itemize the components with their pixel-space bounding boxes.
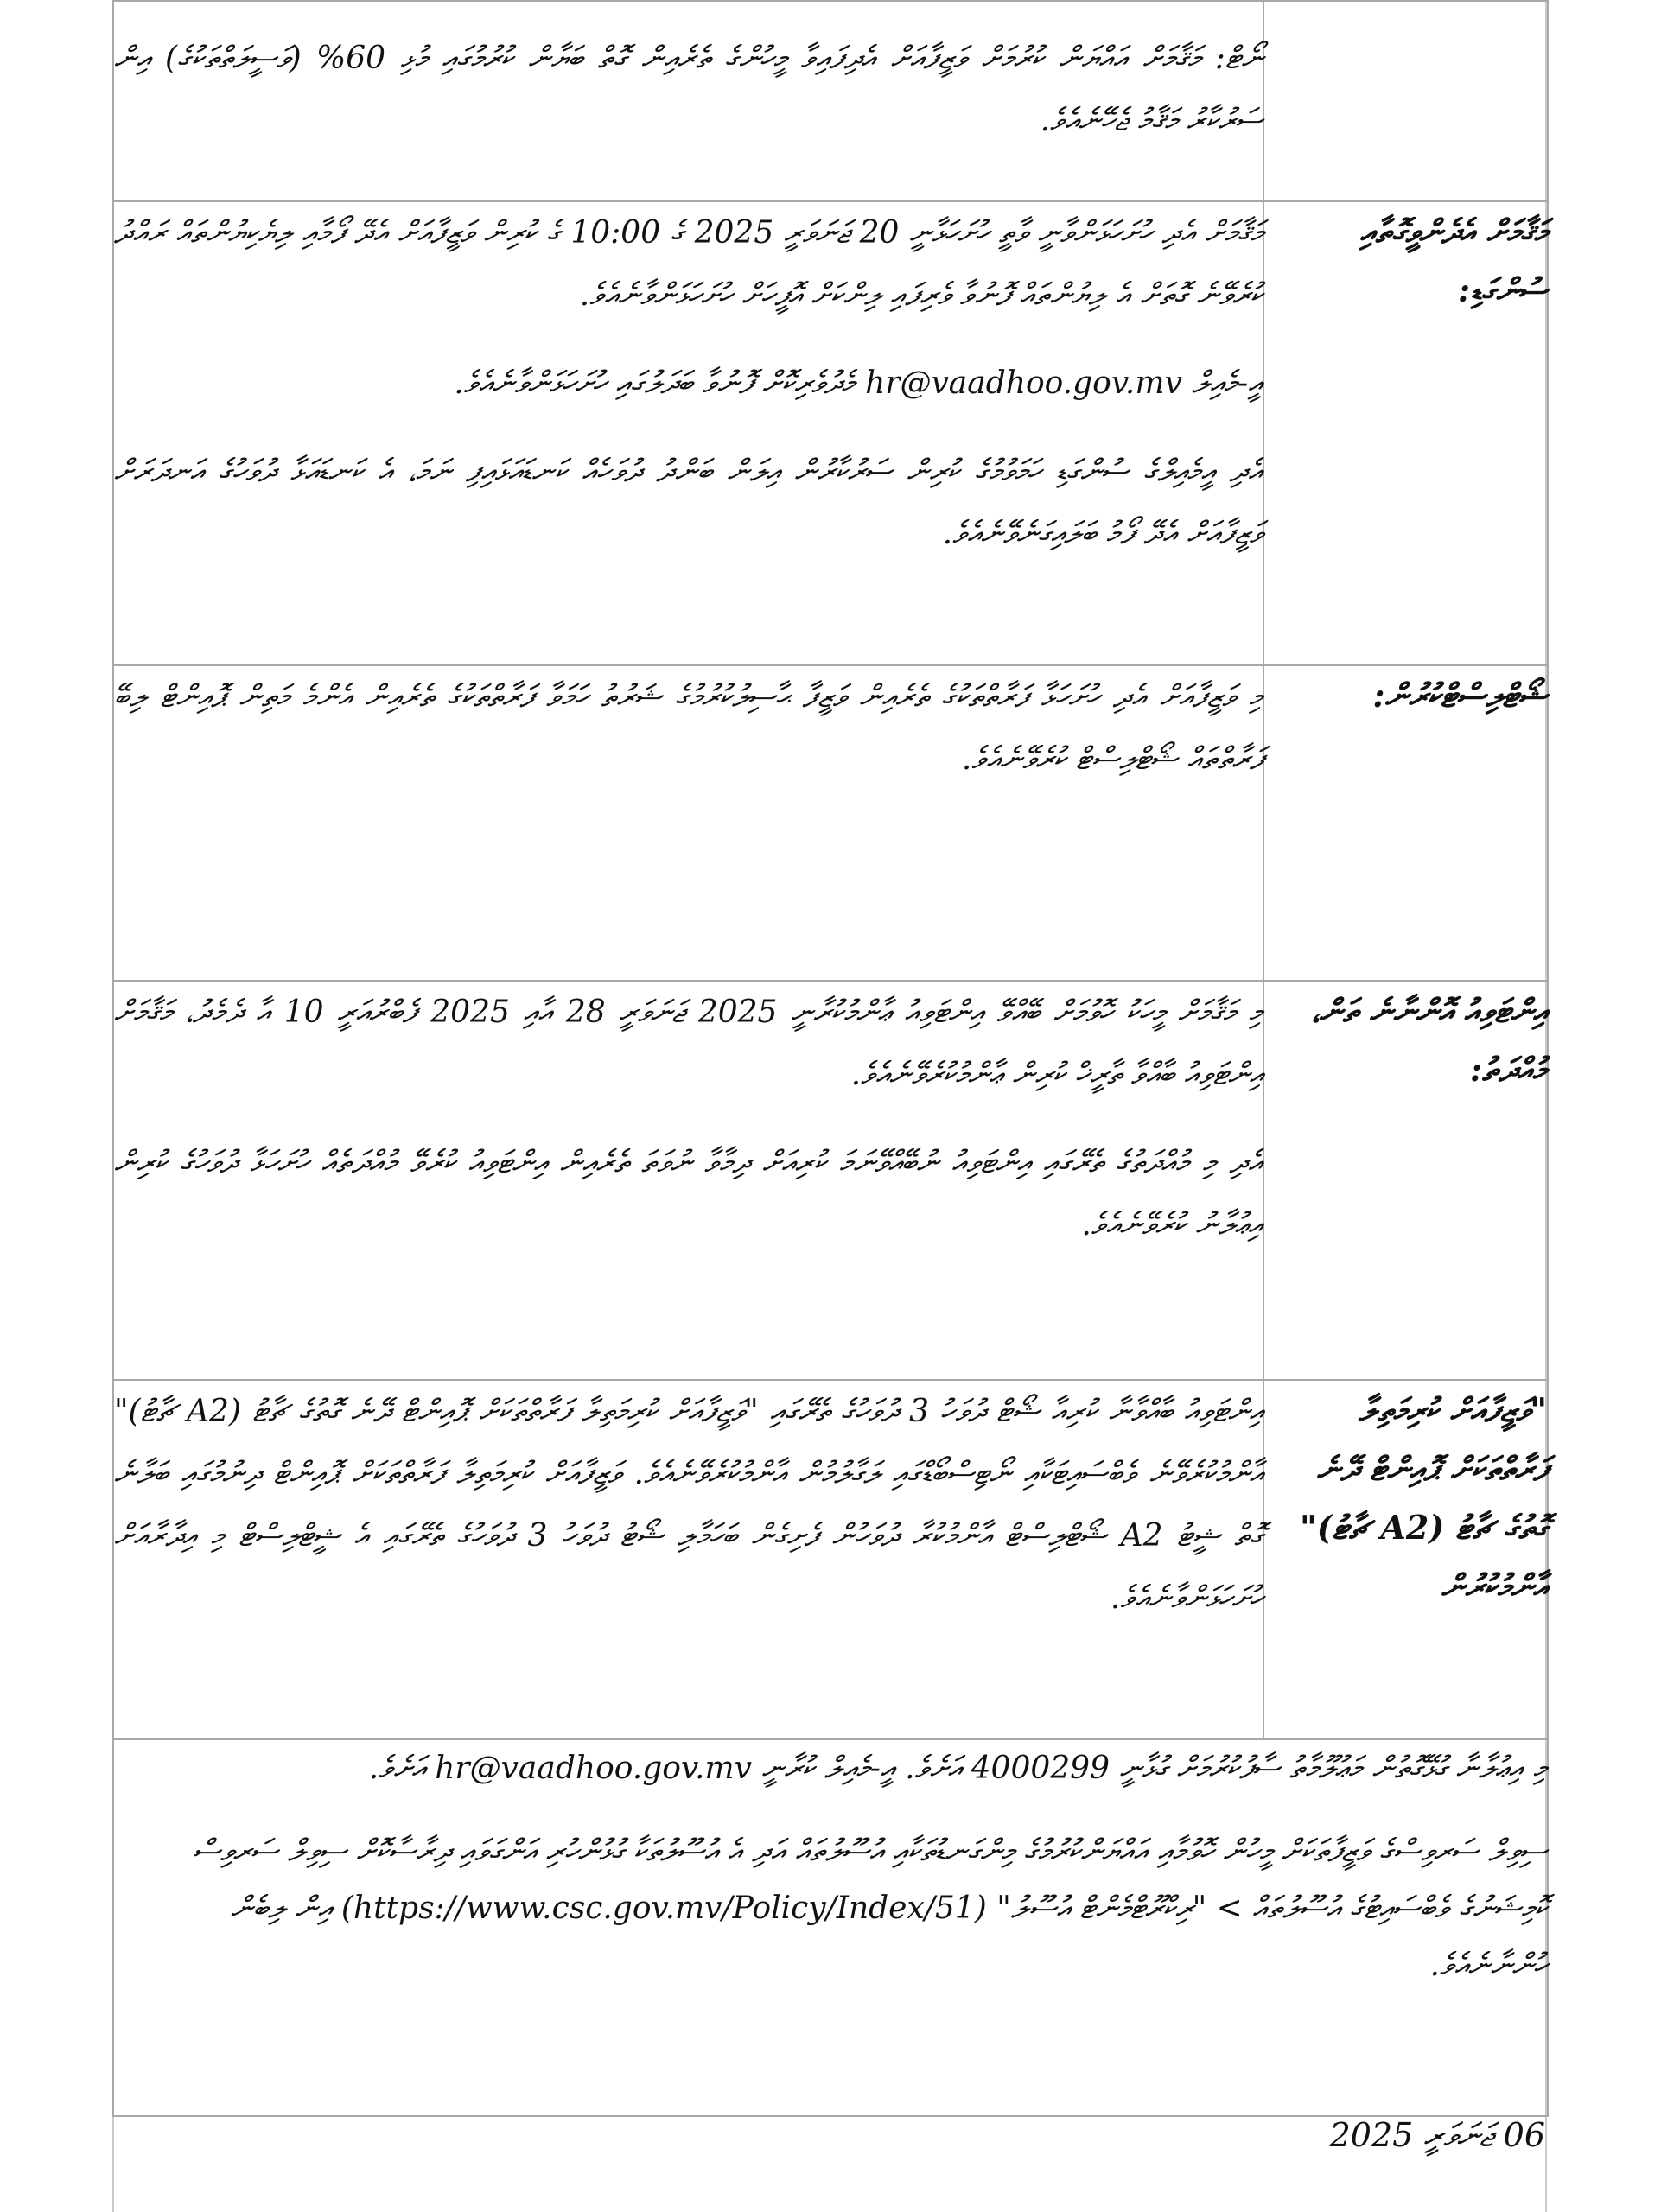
- table-row: [113, 1739, 1548, 2116]
- row-label: މަޤާމަށް އެދެންވީގޮތާއި ސުންގަޑި:: [1263, 201, 1548, 665]
- notice-table: [112, 0, 1549, 2117]
- row-label: [1263, 1, 1548, 201]
- row-description: [113, 981, 1263, 1380]
- row-label: "ވަޒީފާއަށް ކުރިމަތިލާ ފަރާތްތަކަށް ޕޮއިންޓް ދޭނެ ގޮތުގެ ޗާޓު (A2 ޗާޓު)" އާންމުކުރުން: [1263, 1380, 1548, 1739]
- row-paragraph: މި މަޤާމަށް މީހަކު ހޮވުމަށް ބޭއްވޭ އިންޓަވިއު ޢާންމުކުރާނީ 2025 ޖަނަވަރީ 28 އާއި 2025 ފެބްރުއަރީ 10 އާ ދެމެދު، މަޤާމަށް އިންޓަވިއު ބާއްވާ ތާރީޚް ކުރިން ޢާންމުކުރެވޭނެއެވެ.: [114, 995, 1263, 1092]
- contact-information: [113, 1739, 1548, 2116]
- row-paragraph: އެދި މި މުއްދަތުގެ ތެރޭގައި އިންޓަވިއު ނުބޭއްވޭނަމަ ކުރިއަށް ދިމާވާ ނުވަތަ ތެރެއިން އިންޓަވިއު ކުރެވޭ މުއްދަތެއް ހުށަހަޅާ ދުވަހުގެ ކުރިން އިޢުލާނު ކުރެވޭނެއެވެ.: [114, 1145, 1263, 1243]
- row-paragraph: މަޤާމަށް އެދި ހުށަހަޅަންވާނީ ވާތީ ހުށަހަޅާނީ 20 ޖަނަވަރީ 2025 ގެ 10:00 ގެ ކުރިން ވަޒީފާއަށް އެދޭ ފޯމާއި ލިޔެކިޔުންތައް ރައްދު ކުރެވޭނެ ގޮތަށް އެ ލިޔުންތައް ފޮނުވާ ވެރިފައި ލިންކަށް އޮފީހަށް ހުށަހަޅަންވާނެއެވެ.: [114, 215, 1263, 313]
- row-paragraph: މި އިޢުލާނާ ގުޅޭގޮތުން މަޢުލޫމާތު ސާފުކުރުމަށް ގުޅާނީ 4000299 އަށެވެ. އީ-މެއިލް ކުރާނީ hr@vaadhoo.gov.mv އަށެވެ.: [368, 1751, 1547, 1786]
- row-paragraph: ނޯޓް: މަޤާމަށް އައްޔަން ކުރުމަށް ވަޒީފާއަށް އެދިފައިވާ މީހުންގެ ތެރެއިން ގޮތް ބަޔާން ކުރުމުގައި މުޅި 60% (ވަސީލަތްތަކުގެ) އިން ސަރުކާރު މަޤާމު ޖެހޭނެއެވެ.: [114, 41, 1263, 138]
- table-row: [113, 1, 1548, 201]
- row-description: [113, 1380, 1263, 1739]
- row-label: ޝޯޓްލިސްޓްކުރުން:: [1263, 665, 1548, 981]
- row-description: [113, 1, 1263, 201]
- row-description: [113, 665, 1263, 981]
- table-row: [113, 201, 1548, 665]
- table-row: [113, 665, 1548, 981]
- row-paragraph: އެދި އީމެއިލްގެ ސުންގަޑި ހަމަވުމުގެ ކުރިން ސަރުކާރުން އިލަން ބަންދު ދުވަހެއް ކަނޑައަޅައިފި ނަމަ، އެ ކަނޑައަޅާ ދުވަހުގެ އަނދަރަށް ވަޒީފާއަށް އެދޭ ފޯމު ބަލައިގަނެވޭނެއެވެ.: [114, 454, 1263, 551]
- row-description: [113, 201, 1263, 665]
- row-paragraph: އީ-މެއިލް hr@vaadhoo.gov.mv މެދުވެރިކޮށް ފޮނުވާ ބަދަލުގައި ހުށަހަޅަންވާނެއެވެ.: [454, 365, 1263, 401]
- table-row: [113, 981, 1548, 1380]
- table-row: [113, 1380, 1548, 1739]
- row-label: އިންޓަވިއު އޮންނާނެ ތަން، މުއްދަތު:: [1263, 981, 1548, 1380]
- row-paragraph: ސިވިލް ސަރވިސްގެ ވަޒީފާތަކަށް މީހުން ހޮވުމާއި އައްޔަންކުރުމުގެ މިންގަނޑުތަކާއި އުސޫލުތައް އަދި އެ އުސޫލުތަކާ ގުޅުންހުރި އަންގަވައި ދިރާސާކޮށް ސިވިލް ސަރވިސް ކޮމިޝަނުގެ ވެބްސައިޓުގެ އުސޫލުތައް > "ރިކްރޫޓްމެންޓް އުސޫލު" (https://www.csc.gov.mv/Policy/Index/51) އިން ލިބެން ހުންނާނެއެވެ.: [193, 1834, 1547, 1983]
- document-date: 06 ޖަނަވަރީ 2025: [1329, 2116, 1545, 2154]
- row-paragraph: މި ވަޒީފާއަށް އެދި ހުށަހަޅާ ފަރާތްތަކުގެ ތެރެއިން ވަޒީފާ ޙާސިލުކުރުމުގެ ޝަރުތު ހަމަވާ ފަރާތްތަކުގެ ތެރެއިން އެންމެ މަތިން ޕޮއިންޓް ލިބޭ ފަރާތްތައް ޝޯޓްލިސްޓް ކުރެވޭނެއެވެ.: [114, 679, 1263, 777]
- row-paragraph: އިންޓަވިއު ބާއްވާނާ ކުރިއާ ޝޯޓް ދުވަހު 3 ދުވަހުގެ ތެރޭގައި "ވަޒީފާއަށް ކުރިމަތިލާ ފަރާތްތަކަށް ޕޮއިންޓް ދޭނެ ގޮތުގެ ޗާޓު (A2 ޗާޓު)" އާންމުކުރެވޭނެ ވެބްސައިޓަކާއި ނޯޓިސްބޯޑްގައި ލަގާލުމުން އާންމުކުރެވޭނެއެވެ. ވަޒީފާއަށް ކުރިމަތިލާ ފަރާތްތަކަށް ޕޮއިންޓް ދިނުމުގައި ބަލާނެ ގޮތް ޝީޓު A2 ޝޯޓްލިސްޓް އާންމުކުރާ ދުވަހުން ފެށިގެން ބަހަމާލި ޝޯޓު ދުވަހު 3 ދުވަހުގެ ތެރޭގައި އެ ޝީޓްލިސްޓް މި އިދާރާއަށް ހުށަހަޅަންވާނެއެވެ.: [114, 1394, 1263, 1616]
